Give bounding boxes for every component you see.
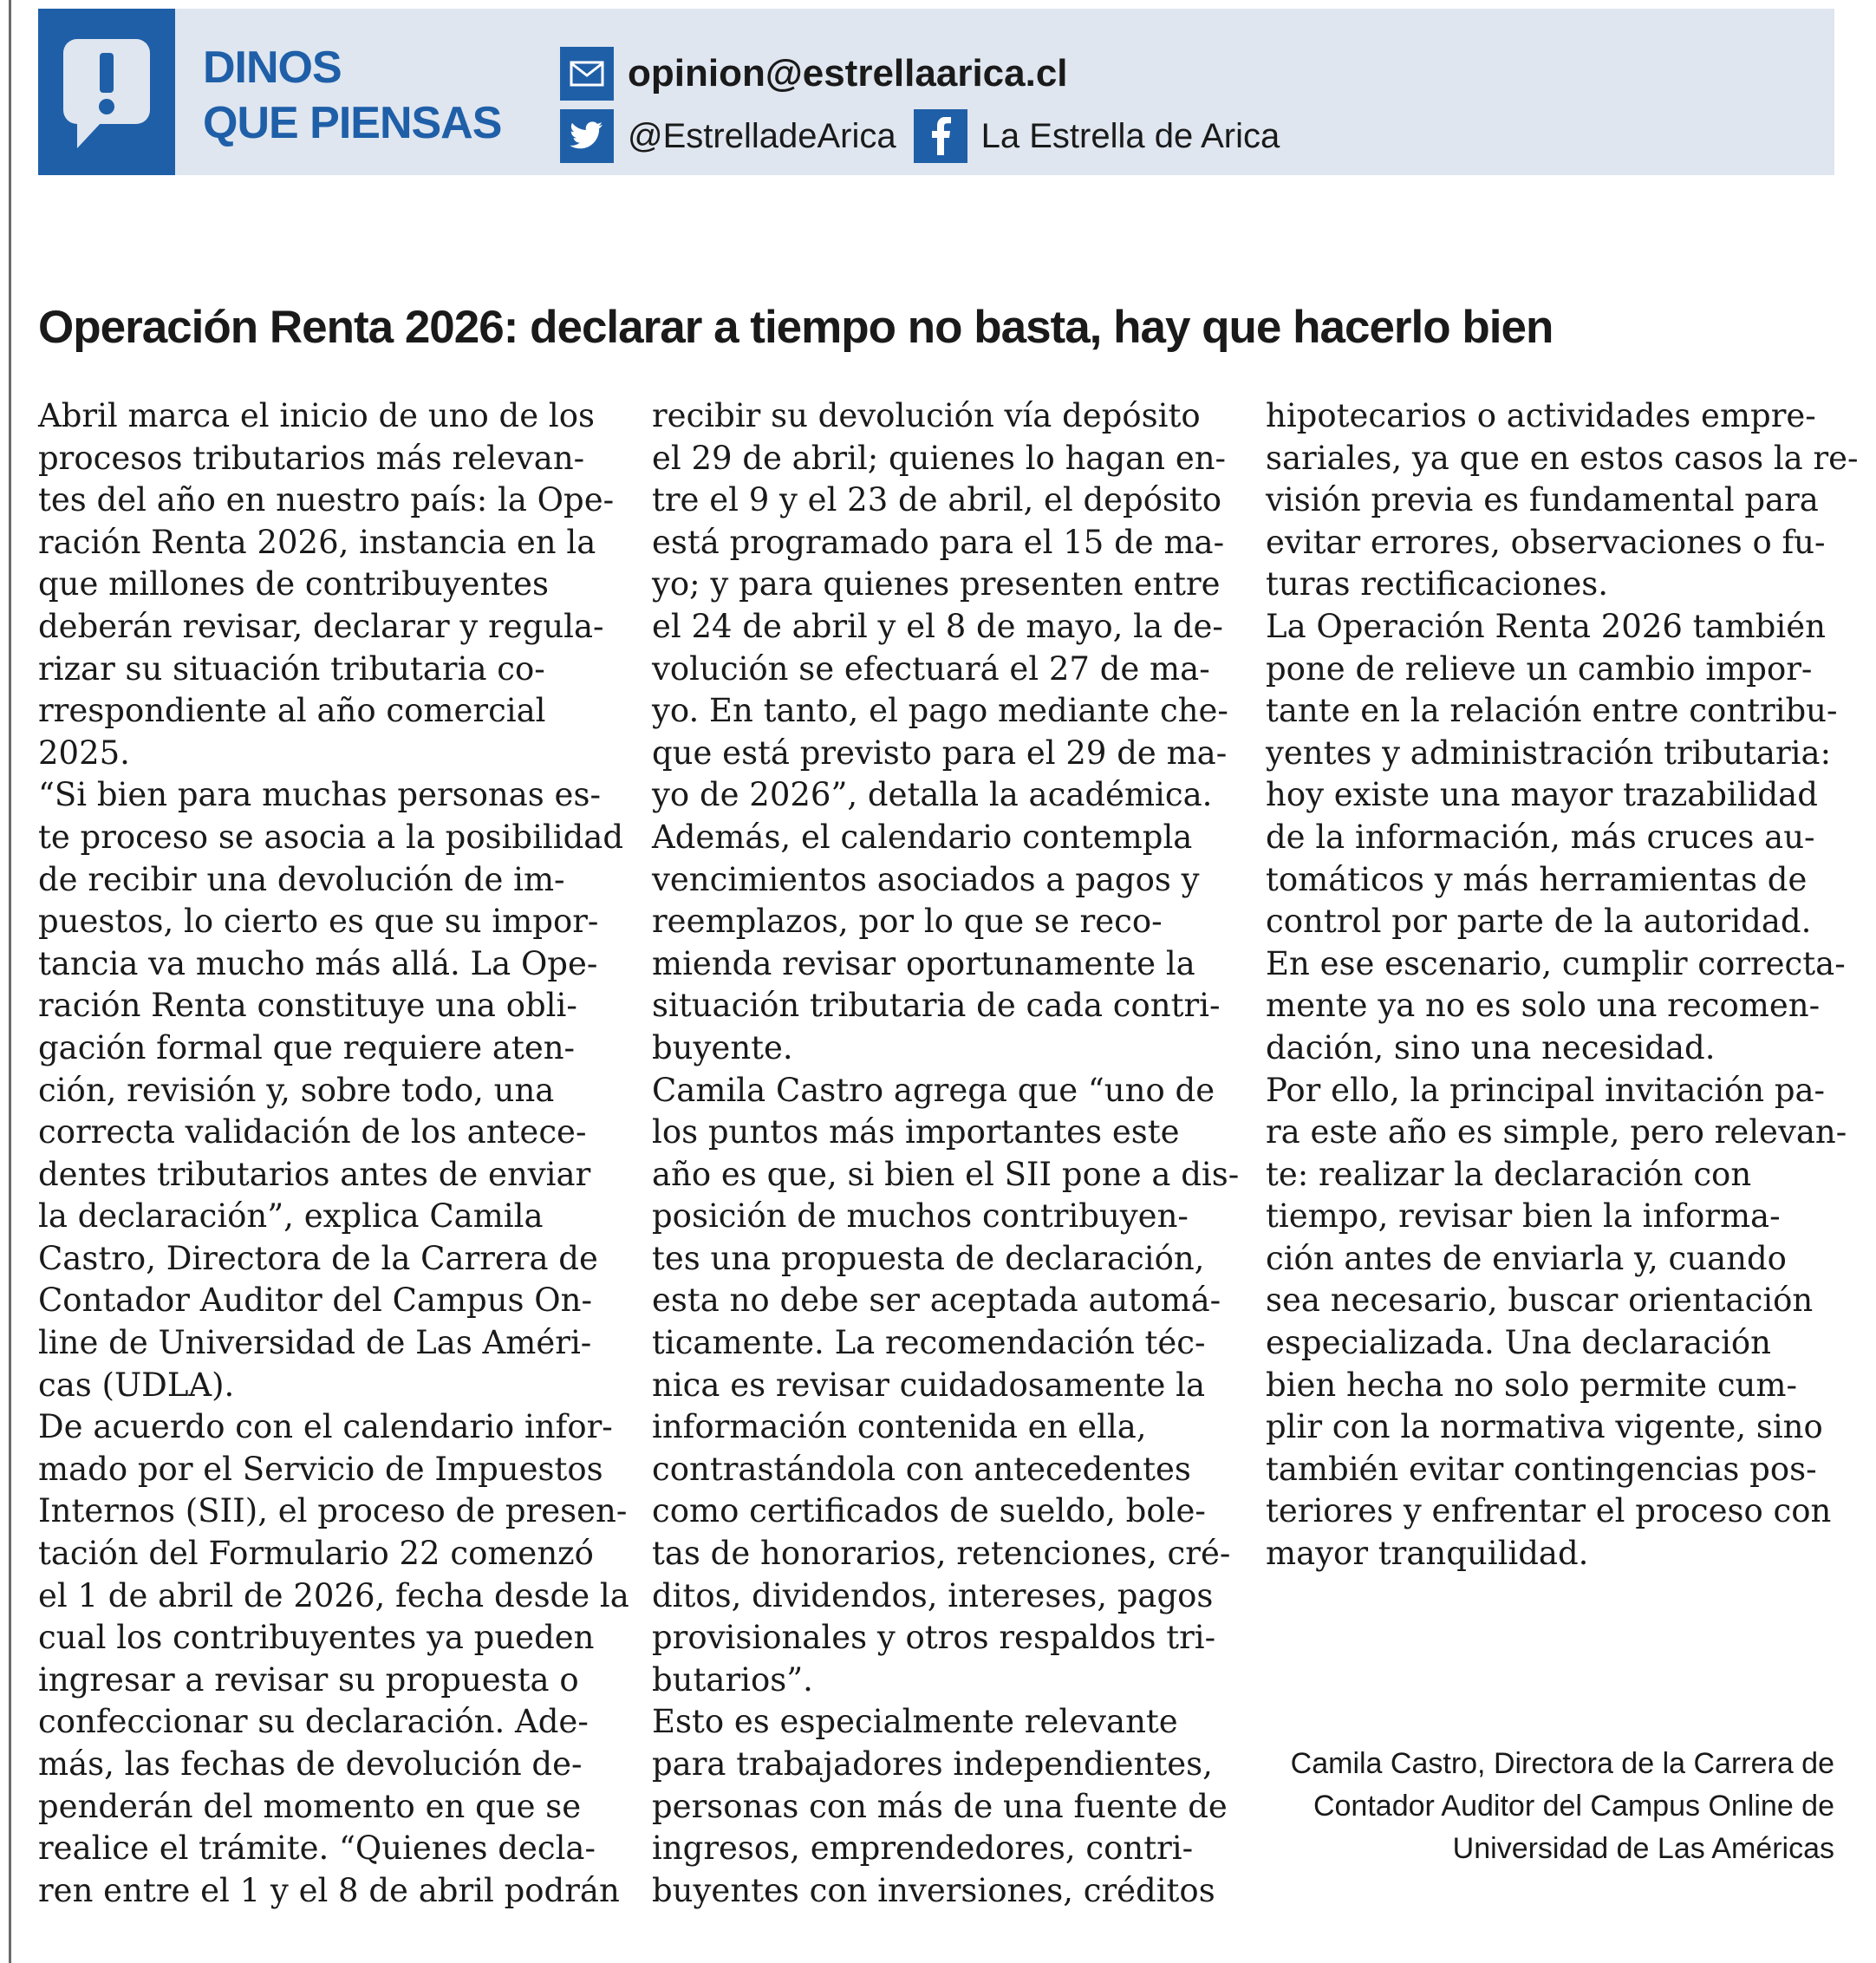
article-text-line: te: realizar la declaración con	[1266, 1155, 1752, 1193]
article-text-line: sea necesario, buscar orientación	[1266, 1281, 1814, 1320]
article-text-line: rizar su situación tributaria co-	[38, 649, 545, 688]
article-text-line: correcta validación de los antece-	[38, 1113, 587, 1151]
article-text-line: el 29 de abril; quienes lo hagan en-	[652, 439, 1227, 477]
article-text-line: Contador Auditor del Campus On-	[38, 1281, 592, 1320]
article-text-line: confeccionar su declaración. Ade-	[38, 1703, 589, 1741]
article-text-line: mienda revisar oportunamente la	[652, 944, 1195, 982]
envelope-icon	[560, 47, 614, 101]
article-text-line: que millones de contribuyentes	[38, 565, 549, 603]
facebook-icon	[914, 109, 967, 163]
article-text-line: Por ello, la principal invitación pa-	[1266, 1071, 1826, 1109]
article-text-line: butarios”.	[652, 1660, 813, 1699]
facebook-page-link[interactable]: La Estrella de Arica	[980, 116, 1280, 155]
article-text-line: tes una propuesta de declaración,	[652, 1239, 1205, 1277]
article-text-line: como certificados de sueldo, bole-	[652, 1492, 1206, 1530]
speech-bubble-exclamation-icon	[38, 9, 175, 175]
twitter-icon	[560, 109, 614, 163]
article-text-line: tas de honorarios, retenciones, cré-	[652, 1535, 1231, 1573]
banner-title-line2: QUE PIENSAS	[203, 98, 502, 148]
banner-title	[203, 40, 501, 151]
byline-line: Universidad de Las Américas	[1452, 1832, 1834, 1865]
article-headline: Operación Renta 2026: declarar a tiempo no basta, hay que hacerlo bien	[38, 302, 1554, 353]
twitter-handle-link[interactable]: @EstrelladeArica	[628, 116, 896, 155]
article-text-line: bien hecha no solo permite cum-	[1266, 1366, 1797, 1404]
article-text-line: hoy existe una mayor trazabilidad	[1266, 776, 1818, 814]
article-text-line: año es que, si bien el SII pone a dis-	[652, 1155, 1240, 1193]
article-text-line: Internos (SII), el proceso de presen-	[38, 1492, 628, 1530]
article-text-line: de la información, más cruces au-	[1266, 818, 1815, 856]
article-text-line: En ese escenario, cumplir correcta-	[1266, 944, 1846, 982]
article-text-line: que está previsto para el 29 de ma-	[652, 734, 1228, 772]
article-text-line: evitar errores, observaciones o fu-	[1266, 523, 1826, 561]
article-text-line: tación del Formulario 22 comenzó	[38, 1535, 594, 1573]
article-text-line: ración Renta 2026, instancia en la	[38, 523, 596, 561]
article-text-line: mente ya no es solo una recomen-	[1266, 987, 1821, 1025]
article-text-line: La Operación Renta 2026 también	[1266, 607, 1826, 645]
article-text-line: tiempo, revisar bien la informa-	[1266, 1197, 1781, 1236]
article-text-line: Esto es especialmente relevante	[652, 1703, 1178, 1741]
article-text-line: tomáticos y más herramientas de	[1266, 860, 1808, 898]
article-text-line: los puntos más importantes este	[652, 1113, 1180, 1151]
opinion-banner	[38, 9, 1834, 175]
article-text-line: para trabajadores independientes,	[652, 1745, 1213, 1783]
article-text-line: realice el trámite. “Quienes decla-	[38, 1829, 596, 1868]
article-text-line: especializada. Una declaración	[1266, 1324, 1772, 1362]
article-column-1	[38, 395, 629, 1912]
article-text-line: rrespondiente al año comercial	[38, 692, 546, 730]
article-text-line: nica es revisar cuidadosamente la	[652, 1366, 1206, 1404]
article-text-line: tancia va mucho más allá. La Ope-	[38, 944, 598, 982]
article-text-line: el 24 de abril y el 8 de mayo, la de-	[652, 607, 1223, 645]
article-text-line: sariales, ya que en estos casos la re-	[1266, 439, 1859, 477]
article-text-line: line de Universidad de Las Améri-	[38, 1324, 592, 1362]
email-contact	[560, 47, 1068, 101]
article-text-line: buyentes con inversiones, créditos	[652, 1871, 1215, 1909]
article-column-3	[1266, 395, 1859, 1575]
article-text-line: ticamente. La recomendación téc-	[652, 1324, 1206, 1362]
article-text-line: información contenida en ella,	[652, 1408, 1147, 1446]
article-text-line: Castro, Directora de la Carrera de	[38, 1239, 598, 1277]
article-text-line: dación, sino una necesidad.	[1266, 1028, 1716, 1066]
article-text-line: volución se efectuará el 27 de ma-	[652, 649, 1210, 688]
article-text-line: ingresar a revisar su propuesta o	[38, 1660, 579, 1699]
article-text-line: tes del año en nuestro país: la Ope-	[38, 481, 615, 519]
article-text-line: esta no debe ser aceptada automá-	[652, 1281, 1221, 1320]
article-text-line: ra este año es simple, pero relevan-	[1266, 1113, 1847, 1151]
article-text-line: mado por el Servicio de Impuestos	[38, 1450, 603, 1488]
article-text-line: yo; y para quienes presenten entre	[652, 565, 1221, 603]
article-text-line: dentes tributarios antes de enviar	[38, 1155, 591, 1193]
article-text-line: ción antes de enviarla y, cuando	[1266, 1239, 1787, 1277]
article-text-line: de recibir una devolución de im-	[38, 860, 565, 898]
article-text-line: personas con más de una fuente de	[652, 1787, 1228, 1825]
byline-line: Camila Castro, Directora de la Carrera de	[1290, 1747, 1834, 1780]
article-text-line: Abril marca el inicio de uno de los	[38, 397, 595, 434]
article-text-line: hipotecarios o actividades empre-	[1266, 397, 1816, 434]
article-text-line: “Si bien para muchas personas es-	[38, 776, 601, 814]
article-text-line: recibir su devolución vía depósito	[652, 397, 1201, 434]
article-text-line: yo de 2026”, detalla la académica.	[652, 776, 1213, 814]
article-text-line: está programado para el 15 de ma-	[652, 523, 1225, 561]
article-text-line: turas rectificaciones.	[1266, 565, 1608, 603]
article-text-line: ditos, dividendos, intereses, pagos	[652, 1576, 1214, 1614]
article-text-line: pone de relieve un cambio impor-	[1266, 649, 1813, 688]
article-text-line: plir con la normativa vigente, sino	[1266, 1408, 1823, 1446]
article-text-line: De acuerdo con el calendario infor-	[38, 1408, 613, 1446]
article-text-line: contrastándola con antecedentes	[652, 1450, 1191, 1488]
article-text-line: ción, revisión y, sobre todo, una	[38, 1071, 555, 1109]
article-text-line: buyente.	[652, 1028, 793, 1066]
article-text-line: cas (UDLA).	[38, 1366, 235, 1404]
article-text-line: teriores y enfrentar el proceso con	[1266, 1492, 1832, 1530]
article-text-line: ración Renta constituye una obli-	[38, 987, 577, 1025]
article-text-line: posición de muchos contribuyen-	[652, 1197, 1189, 1236]
article-text-line: Camila Castro agrega que “uno de	[652, 1071, 1215, 1109]
article-text-line: vencimientos asociados a pagos y	[652, 860, 1200, 898]
article-column-2	[652, 395, 1240, 1912]
article-text-line: tante en la relación entre contribu-	[1266, 692, 1838, 730]
article-text-line: yo. En tanto, el pago mediante che-	[652, 692, 1228, 730]
article-text-line: situación tributaria de cada contri-	[652, 987, 1221, 1025]
page-left-rule	[9, 0, 11, 1963]
article-text-line: penderán del momento en que se	[38, 1787, 582, 1825]
article-text-line: provisionales y otros respaldos tri-	[652, 1619, 1216, 1657]
email-link[interactable]: opinion@estrellaarica.cl	[628, 52, 1068, 95]
article-text-line: Además, el calendario contempla	[652, 818, 1193, 856]
social-contacts	[560, 109, 1280, 163]
article-text-line: ingresos, emprendedores, contri-	[652, 1829, 1194, 1868]
article-text-line: la declaración”, explica Camila	[38, 1197, 544, 1236]
article-text-line: puestos, lo cierto es que su impor-	[38, 903, 599, 941]
article-text-line: yentes y administración tributaria:	[1266, 734, 1832, 772]
article-text-line: también evitar contingencias pos-	[1266, 1450, 1817, 1488]
article-text-line: ren entre el 1 y el 8 de abril podrán	[38, 1871, 620, 1909]
article-text-line: el 1 de abril de 2026, fecha desde la	[38, 1576, 629, 1614]
article-text-line: tre el 9 y el 23 de abril, el depósito	[652, 481, 1221, 519]
article-text-line: 2025.	[38, 734, 130, 772]
article-text-line: más, las fechas de devolución de-	[38, 1745, 583, 1783]
article-text-line: control por parte de la autoridad.	[1266, 903, 1812, 941]
article-text-line: gación formal que requiere aten-	[38, 1028, 576, 1066]
article-text-line: deberán revisar, declarar y regula-	[38, 607, 604, 645]
article-text-line: visión previa es fundamental para	[1266, 481, 1819, 519]
article-text-line: te proceso se asocia a la posibilidad	[38, 818, 624, 856]
article-text-line: reemplazos, por lo que se reco-	[652, 903, 1163, 941]
banner-title-line1: DINOS	[203, 42, 342, 93]
byline-line: Contador Auditor del Campus Online de	[1313, 1790, 1834, 1823]
author-byline	[1228, 1743, 1834, 1870]
article-text-line: cual los contribuyentes ya pueden	[38, 1619, 595, 1657]
article-text-line: procesos tributarios más relevan-	[38, 439, 585, 477]
article-text-line: mayor tranquilidad.	[1266, 1535, 1589, 1573]
